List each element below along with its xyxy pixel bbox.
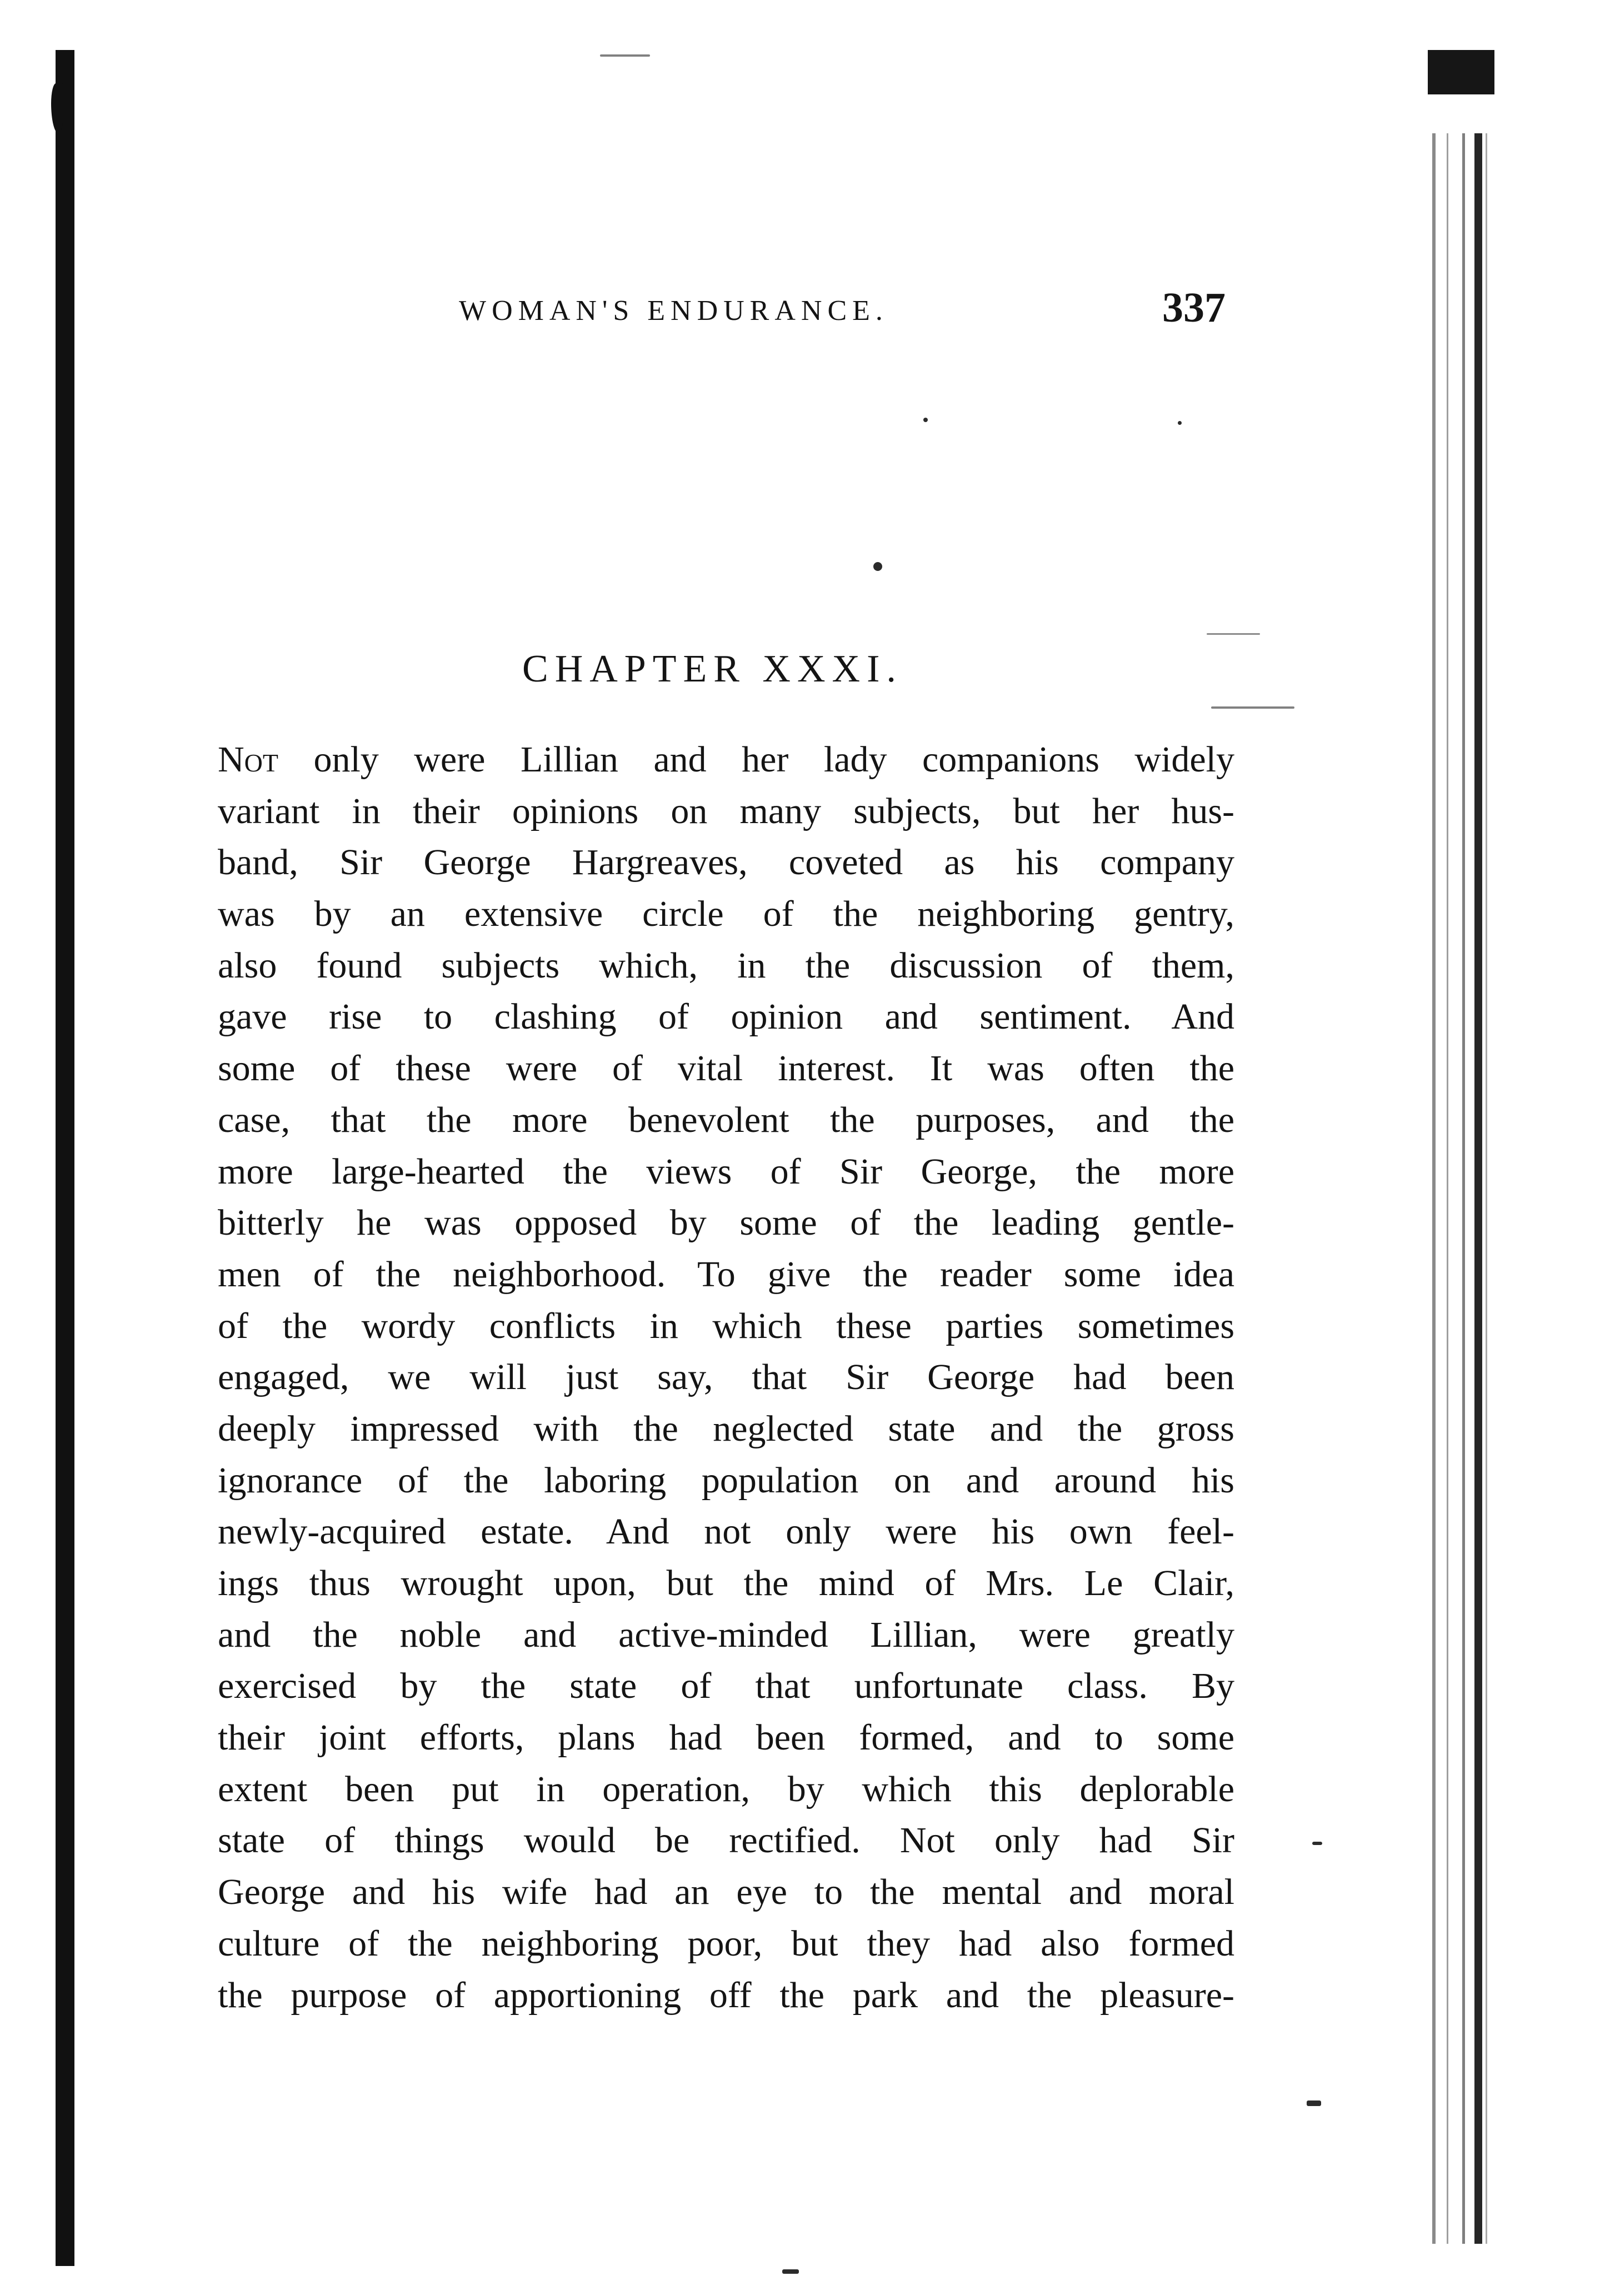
text-line: bitterly he was opposed by some of the leading gentle- [218, 1202, 1234, 1244]
text-line: of the wordy conflicts in which these parties sometimes [218, 1305, 1234, 1346]
running-header [459, 284, 1226, 333]
text-line: exercised by the state of that unfortunate class. By [218, 1666, 1234, 1707]
scan-speck [1211, 706, 1294, 709]
text-line: more large-hearted the views of Sir George, the more [218, 1151, 1234, 1192]
scan-speck [1307, 2101, 1321, 2106]
page-edge-stripe [1432, 133, 1436, 2244]
text-line: newly-acquired estate. And not only were his own feel- [218, 1511, 1234, 1552]
scan-speck [600, 54, 650, 57]
text-line: case, that the more benevolent the purposes, and the [218, 1099, 1234, 1140]
text-line: the purpose of apportioning off the park and the pleasure- [218, 1974, 1234, 2016]
chapter-heading: CHAPTER XXXI. [522, 648, 903, 690]
page-edge-stripe [1486, 133, 1487, 2244]
scan-speck [923, 418, 928, 422]
scan-speck [873, 562, 882, 571]
text-line: was by an extensive circle of the neighboring gentry, [218, 894, 1234, 935]
text-line: band, Sir George Hargreaves, coveted as his company [218, 842, 1234, 883]
text-line: state of things would be rectified. Not only had Sir [218, 1820, 1234, 1861]
page-edge-stripe [1462, 133, 1465, 2244]
page-edge-stripe [1447, 133, 1448, 2244]
text-line: men of the neighborhood. To give the reader some idea [218, 1254, 1234, 1295]
scan-speck [1207, 633, 1260, 635]
binding-edge-shadow [56, 50, 74, 2266]
text-line: and the noble and active-minded Lillian, were greatly [218, 1614, 1234, 1655]
text-line: ignorance of the laboring population on and around his [218, 1460, 1234, 1501]
page-edge-tab [1428, 50, 1494, 94]
text-line: extent been put in operation, by which this deplorable [218, 1768, 1234, 1809]
scan-speck [782, 2269, 799, 2274]
text-line: gave rise to clashing of opinion and sentiment. And [218, 996, 1234, 1037]
drop-word-small-caps: Not [218, 739, 278, 780]
text-line: culture of the neighboring poor, but they had also formed [218, 1923, 1234, 1964]
text-line: also found subjects which, in the discussion of them, [218, 945, 1234, 986]
scan-speck [1178, 421, 1182, 425]
text-line: engaged, we will just say, that Sir George had been [218, 1357, 1234, 1398]
running-title: WOMAN'S ENDURANCE. [459, 295, 888, 327]
text-line: deeply impressed with the neglected state and the gross [218, 1408, 1234, 1449]
text-line [218, 734, 1234, 786]
page-edge-stripe [1474, 133, 1482, 2244]
text-line: ings thus wrought upon, but the mind of Mrs. Le Clair, [218, 1563, 1234, 1603]
page-number: 337 [1162, 284, 1226, 331]
binding-edge-mark [51, 83, 63, 133]
scan-speck [1312, 1842, 1322, 1845]
text-line: George and his wife had an eye to the mental and moral [218, 1872, 1234, 1913]
text-line-content: only were Lillian and her lady companions widely [278, 739, 1234, 780]
text-line: variant in their opinions on many subjects, but her hus- [218, 790, 1234, 831]
text-line: some of these were of vital interest. It was often the [218, 1048, 1234, 1089]
body-paragraph [218, 734, 1234, 2021]
text-line: their joint efforts, plans had been formed, and to some [218, 1717, 1234, 1758]
adjacent-page-edge [1428, 50, 1494, 2266]
